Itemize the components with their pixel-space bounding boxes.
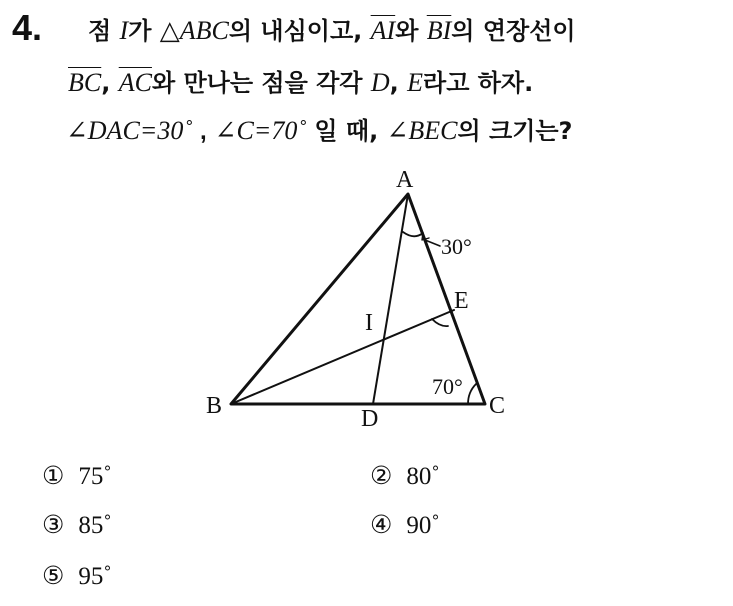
angle-dac-value: ∠DAC=30˚	[66, 116, 192, 145]
text-comma: ,	[101, 69, 111, 97]
triangle-abc: △ABC	[159, 16, 229, 45]
choice-value: 80˚	[406, 463, 440, 490]
choice-5[interactable]	[42, 562, 112, 592]
label-b: B	[206, 393, 223, 419]
segment-ac: $\overline{AC}$	[118, 68, 152, 97]
triangle-abc-outline	[231, 194, 485, 404]
text-size-question: 의 크기는?	[457, 117, 573, 145]
text-comma: ,	[389, 69, 399, 97]
label-i: I	[365, 310, 373, 336]
text-extension: 의 연장선이	[451, 17, 576, 45]
text-meet-points: 와 만나는 점을 각각	[151, 69, 363, 97]
choice-1[interactable]	[42, 462, 112, 492]
text-incenter: 의 내심이고,	[228, 17, 363, 45]
angle-bec: ∠BEC	[386, 116, 458, 145]
text-subject-particle: 가	[128, 17, 152, 45]
question-number: 4.	[12, 7, 43, 48]
choice-value: 95˚	[78, 563, 112, 590]
choice-3[interactable]	[42, 511, 112, 541]
angle-arc-dac	[403, 232, 423, 236]
choice-value: 85˚	[78, 512, 112, 539]
bisector-be	[231, 310, 454, 404]
choice-number: ③	[42, 512, 65, 539]
text-and: 와	[395, 17, 419, 45]
segment-bc: $\overline{BC}$	[68, 68, 102, 97]
choice-number: ①	[42, 463, 65, 490]
label-e: E	[454, 288, 469, 314]
point-d: D	[370, 68, 390, 97]
angle-c-value: ∠C=70˚	[214, 116, 307, 145]
choice-2[interactable]	[370, 462, 440, 492]
segment-bi: $\overline{BI}$	[426, 16, 452, 45]
point-e: E	[407, 68, 424, 97]
choice-value: 90˚	[406, 512, 440, 539]
choice-number: ④	[370, 512, 393, 539]
choice-value: 75˚	[78, 463, 112, 490]
label-angle-30: 30°	[441, 234, 472, 259]
choice-4[interactable]	[370, 511, 440, 541]
choice-number: ②	[370, 463, 393, 490]
angle-arc-bec	[432, 319, 448, 326]
segment-ai: $\overline{AI}$	[370, 16, 396, 45]
text-when: 일 때,	[314, 117, 379, 145]
text-point: 점	[88, 17, 112, 45]
choice-number: ⑤	[42, 563, 65, 590]
text-comma: ,	[200, 118, 207, 145]
angle-arc-c	[468, 384, 476, 404]
label-c: C	[489, 393, 506, 419]
bisector-ad	[373, 194, 408, 404]
label-angle-70: 70°	[432, 374, 463, 399]
label-d: D	[361, 406, 379, 432]
label-a: A	[396, 167, 414, 193]
incenter-symbol: I	[119, 16, 129, 45]
text-let: 라고 하자.	[423, 69, 534, 97]
